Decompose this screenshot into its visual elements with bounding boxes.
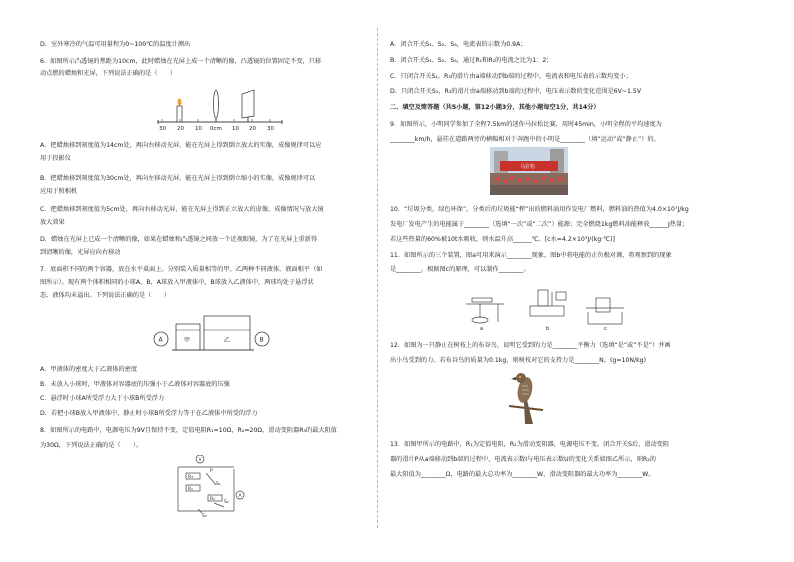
q8-option-a: A．闭合开关S₁、S₂、S₃，电流表的示数为0.9A； (390, 41, 527, 48)
q9-stem-2: ________km/h，悬挂在道路两旁的横幅相对于奔跑中的小明是________（填“运动”或“静止”）的。 (390, 136, 660, 143)
circuit-label: S₁ (216, 482, 221, 487)
q6-option-a-2: 用于投影仪 (40, 155, 71, 162)
ruler-tick: 20 (249, 126, 256, 132)
q7-stem-1: 7．底面积不同的两个容器，放在水平桌面上。分别装入质量相等的甲、乙两种不同液体，液面相平（如 (40, 266, 323, 273)
ruler-tick: 30 (267, 126, 274, 132)
circuit-figure (172, 455, 252, 519)
convex-lens (214, 90, 219, 118)
banner-text: 马拉松 (520, 164, 536, 170)
q6-option-c-2: 放大效果 (40, 219, 65, 226)
ruler-tick: 0cm (210, 126, 222, 132)
circuit-label: S₃ (202, 514, 207, 519)
q10-stem-2: 发电厂发电产生的电能属于________（选填“一次”或“二次”）能源；完全燃烧1kg燃料油能释放______J热量； (390, 221, 689, 228)
containers-figure (152, 312, 272, 356)
cuckoo-bird-figure (505, 368, 545, 426)
q12-stem-1: 12．如图为一只静止在树枝上的布谷鸟，说明它受到的力是________平衡力（选填“是”或“不是”）并画 (390, 342, 671, 349)
q11-stem-2: 是________，根据图c的原理，可以制作________。 (390, 266, 530, 273)
circuit-label: P (210, 469, 213, 474)
figure-label: b (546, 326, 550, 332)
q13-stem-3: 最大阻值为________Ω，电路的最大总功率为________W，滑动变阻器的最大功率为________W。 (390, 471, 655, 478)
ruler-tick: 10 (195, 126, 202, 132)
q7-stem-3: 态，液体均未溢出。下列说法正确的是（ ） (40, 292, 170, 299)
q8-stem-1: 8．如图所示的电路中，电源电压为9V且保持不变，定值电阻R₁=10Ω，R₂=20Ω，滑动变阻器R₃的最大阻值 (40, 427, 337, 434)
circuit-label: A (238, 494, 242, 499)
ball-b-label: B (259, 336, 264, 344)
container-jia-label: 甲 (184, 337, 191, 344)
q6-stem-2: 动点燃的蜡烛和光屏，下列说法正确的是（ ） (40, 70, 177, 77)
q13-stem-1: 13．如图甲所示的电路中，R₁为定值电阻，R₂为滑动变阻器，电源电压不变。闭合开关S后，滑动变阻 (390, 441, 670, 448)
container-yi-label: 乙 (224, 337, 231, 344)
q7-option-b: B．未放入小球时，甲液体对容器底的压强小于乙液体对容器底的压强 (40, 381, 230, 388)
circuit-label: V (198, 458, 202, 463)
q6-option-b-1: B．把蜡烛移到刻度值为30cm处，再向左移动光屏，能在光屏上得到倒立缩小的实像，成像规律可以 (40, 175, 316, 182)
candle (177, 106, 182, 122)
circuit-label: R₃ (188, 475, 193, 480)
q8-option-d: D．只闭合开关S₁，R₃的滑片由a端移动到b端的过程中，电压表示数的变化范围是6V~1.5V (390, 88, 642, 95)
q7-stem-2: 图所示）。现有两个体积相同的小球A、B，A球放入甲液体中，B球放入乙液体中，两球均处于悬浮状 (40, 279, 314, 286)
column-divider (377, 28, 378, 528)
optical-bench-figure (150, 84, 290, 136)
marathon-photo (490, 147, 568, 195)
q6-option-d-1: D．蜡烛在光屏上已成一个清晰的像，如果在蜡烛和凸透镜之间放一个近视眼镜，为了在光屏上重新得 (40, 236, 318, 243)
ruler-tick: 20 (177, 126, 184, 132)
q9-stem-1: 9．如图所示，小明同学参加了全程7.5km的迷你马拉松比赛，用时45min，小明全程的平均速度为 (390, 121, 662, 128)
q13-stem-2: 器的滑片P从a端移动到b端的过程中，电流表示数I与电压表示数U的变化关系如图乙所示，则R₂的 (390, 456, 656, 463)
q6-option-d-2: 到清晰的像，光屏应向右移动 (40, 249, 121, 256)
q10-stem-1: 10．“垃圾分类，绿色环保”，分类后的垃圾能“榨”出的燃料油用作发电厂燃料，燃料油的热值为4.0×10⁷J/kg (390, 206, 689, 213)
q12-stem-2: 出小鸟受到的力。若布谷鸟的质量为0.1kg，则树枝对它的支持力是________N。(g=10N/kg) (390, 357, 647, 364)
q7-option-d: D．若把小球B放入甲液体中，静止时小球B所受浮力等于在乙液体中所受的浮力 (40, 410, 258, 417)
section-2-heading: 二、填空及简答题（共5小题，第12小题3分，其他小题每空1分，共14分） (390, 104, 600, 111)
q7-option-c: C．悬浮时小球A所受浮力大于小球B所受浮力 (40, 395, 165, 402)
ruler-tick: 30 (159, 126, 166, 132)
q8-option-c: C．只闭合开关S₁，R₃的滑片由a端移动到b端的过程中，电流表和电压表的示数均变小； (390, 73, 632, 80)
ruler-tick: 10 (232, 126, 239, 132)
q10-stem-3: 若这些热量的60%被10t水吸收，则水温升高______℃。[c水=4.2×10³J/(kg·℃)] (390, 236, 615, 243)
container-yi (204, 316, 250, 350)
q6-option-c-1: C．把蜡烛移到刻度值为5cm处，再向右移动光屏，能在光屏上得到正立放大的虚像，成像情况与放大镜 (40, 206, 324, 213)
apparatus-figures (460, 282, 630, 332)
figure-label: c (604, 326, 607, 332)
q6-stem-1: 6．如图所示凸透镜的焦距为10cm，此时蜡烛在光屏上成一个清晰的像，凸透镜的位置固定不变，只移 (40, 58, 322, 65)
q5-option-d: D．室外寒冷的气温可用量程为0~100℃的温度计测出 (40, 41, 191, 48)
figure-label: a (480, 326, 484, 332)
circuit-label: S₂ (224, 500, 229, 505)
flame (178, 99, 182, 106)
ball-a-label: A (158, 336, 163, 344)
q7-option-a: A．甲液体的密度大于乙液体的密度 (40, 366, 138, 373)
q6-option-a-1: A．把蜡烛移到刻度值为14cm处，再向右移动光屏，能在光屏上得到倒立放大的实像，成像规律可以应 (40, 142, 322, 149)
circuit-label: R₁ (188, 487, 193, 492)
circuit-label: R₂ (210, 497, 215, 502)
light-screen (242, 90, 254, 118)
q6-option-b-2: 应用于照相机 (40, 188, 78, 195)
q8-option-b: B．闭合开关S₁、S₂、S₃，通过R₁和R₂的电流之比为1：2； (390, 57, 553, 64)
q11-stem-1: 11．如图所示的三个装置，图a可用来演示________现象，图b中将电能的正负极对调，将观察到的现象 (390, 252, 672, 259)
q8-stem-2: 为30Ω，下列说法正确的是（ ）。 (40, 442, 143, 449)
